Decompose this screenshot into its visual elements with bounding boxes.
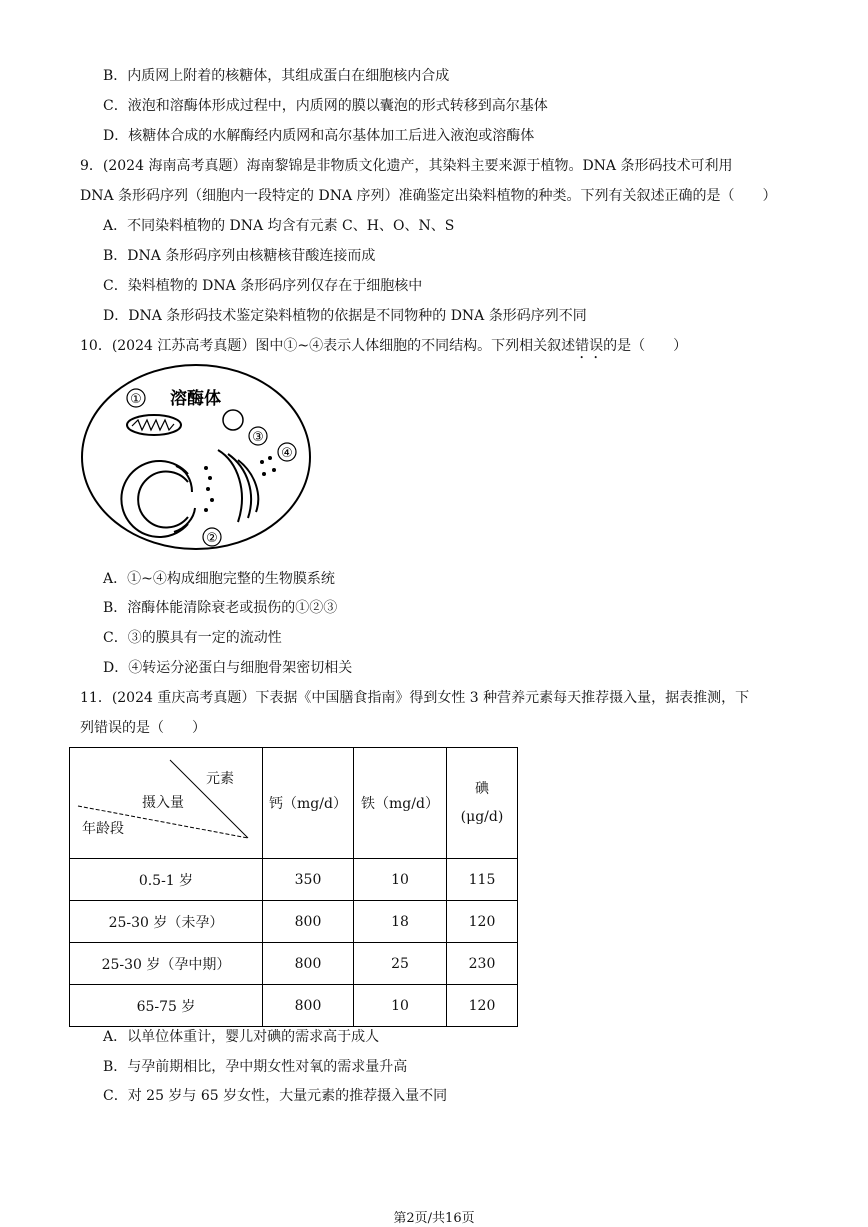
q9-option-c: C．染料植物的 DNA 条形码序列仅存在于细胞核中	[103, 278, 423, 294]
corner-label-age: 年龄段	[82, 821, 124, 837]
q9-option-d: D．DNA 条形码技术鉴定染料植物的依据是不同物种的 DNA 条形码序列不同	[103, 308, 587, 324]
table-cell-iron: 10	[354, 985, 447, 1027]
q8-option-b: B．内质网上附着的核糖体，其组成蛋白在细胞核内合成	[103, 68, 450, 84]
table-cell-calcium: 800	[263, 985, 354, 1027]
corner-label-element: 元素	[206, 771, 234, 787]
q9-option-b: B．DNA 条形码序列由核糖核苷酸连接而成	[103, 248, 376, 264]
q10-option-a: A．①~④构成细胞完整的生物膜系统	[103, 571, 335, 587]
q10-option-c: C．③的膜具有一定的流动性	[103, 630, 282, 646]
q10-stem	[80, 336, 687, 362]
table-row	[70, 943, 518, 985]
table-cell-calcium: 350	[263, 859, 354, 901]
q9-option-a: A．不同染料植物的 DNA 均含有元素 C、H、O、N、S	[103, 218, 455, 234]
q11-option-c: C．对 25 岁与 65 岁女性，大量元素的推荐摄入量不同	[103, 1088, 448, 1104]
header-iron: 铁（mg/d）	[354, 748, 447, 859]
nutrient-intake-table	[69, 747, 518, 1027]
marker-2: ②	[206, 531, 218, 546]
table-cell-age: 25-30 岁（未孕）	[70, 901, 263, 943]
q11-option-a: A．以单位体重计，婴儿对碘的需求高于成人	[103, 1029, 380, 1045]
q11-stem-line2: 列错误的是（ ）	[80, 720, 206, 736]
corner-label-intake: 摄入量	[142, 795, 184, 811]
table-corner-cell	[70, 748, 263, 859]
table-cell-age: 65-75 岁	[70, 985, 263, 1027]
table-row	[70, 859, 518, 901]
golgi-apparatus	[218, 450, 258, 522]
table-cell-age: 25-30 岁（孕中期）	[70, 943, 263, 985]
page-footer: 第2页/共16页	[393, 1211, 475, 1226]
table-cell-age: 0.5-1 岁	[70, 859, 263, 901]
marker-1: ①	[130, 392, 142, 407]
q10-stem-pre: 10．(2024 江苏高考真题）图中①~④表示人体细胞的不同结构。下列相关叙述	[80, 338, 576, 354]
table-cell-iodine: 120	[447, 985, 518, 1027]
marker-4: ④	[281, 446, 293, 461]
table-cell-iodine: 120	[447, 901, 518, 943]
table-row	[70, 901, 518, 943]
table-cell-iron: 25	[354, 943, 447, 985]
lysosome-vesicle	[223, 410, 243, 430]
endoplasmic-reticulum	[121, 461, 195, 537]
q9-stem-line2: DNA 条形码序列（细胞内一段特定的 DNA 序列）准确鉴定出染料植物的种类。下列有关叙述正确的是（ ）	[80, 188, 777, 204]
q9-stem-line1: 9．(2024 海南高考真题）海南黎锦是非物质文化遗产，其染料主要来源于植物。DNA 条形码技术可利用	[80, 158, 733, 174]
header-calcium: 钙（mg/d）	[263, 748, 354, 859]
table-cell-calcium: 800	[263, 901, 354, 943]
q11-option-b: B．与孕前期相比，孕中期女性对氧的需求量升高	[103, 1059, 408, 1075]
lysosome-label: 溶酶体	[170, 389, 221, 409]
mitochondrion	[127, 415, 181, 435]
table-cell-iodine: 230	[447, 943, 518, 985]
q8-option-c: C．液泡和溶酶体形成过程中，内质网的膜以囊泡的形式转移到高尔基体	[103, 98, 548, 114]
header-iodine-name: 碘	[475, 781, 489, 797]
table-row	[70, 985, 518, 1027]
cell-structure-diagram	[78, 362, 318, 558]
q8-option-d: D．核糖体合成的水解酶经内质网和高尔基体加工后进入液泡或溶酶体	[103, 128, 535, 144]
q10-stem-emphasis: 错误	[575, 338, 604, 354]
q10-option-d: D．④转运分泌蛋白与细胞骨架密切相关	[103, 660, 353, 676]
table-cell-calcium: 800	[263, 943, 354, 985]
table-header-row	[70, 748, 518, 859]
q10-option-b: B．溶酶体能清除衰老或损伤的①②③	[103, 600, 338, 616]
q11-stem-line1: 11．(2024 重庆高考真题）下表据《中国膳食指南》得到女性 3 种营养元素每天推荐摄入量，据表推测，下	[80, 690, 750, 706]
table-cell-iron: 10	[354, 859, 447, 901]
header-iodine	[447, 748, 518, 859]
header-iodine-unit: (μg/d)	[460, 809, 504, 825]
table-cell-iodine: 115	[447, 859, 518, 901]
table-cell-iron: 18	[354, 901, 447, 943]
marker-3: ③	[252, 430, 264, 445]
q10-stem-post: 的是（ ）	[603, 338, 688, 354]
